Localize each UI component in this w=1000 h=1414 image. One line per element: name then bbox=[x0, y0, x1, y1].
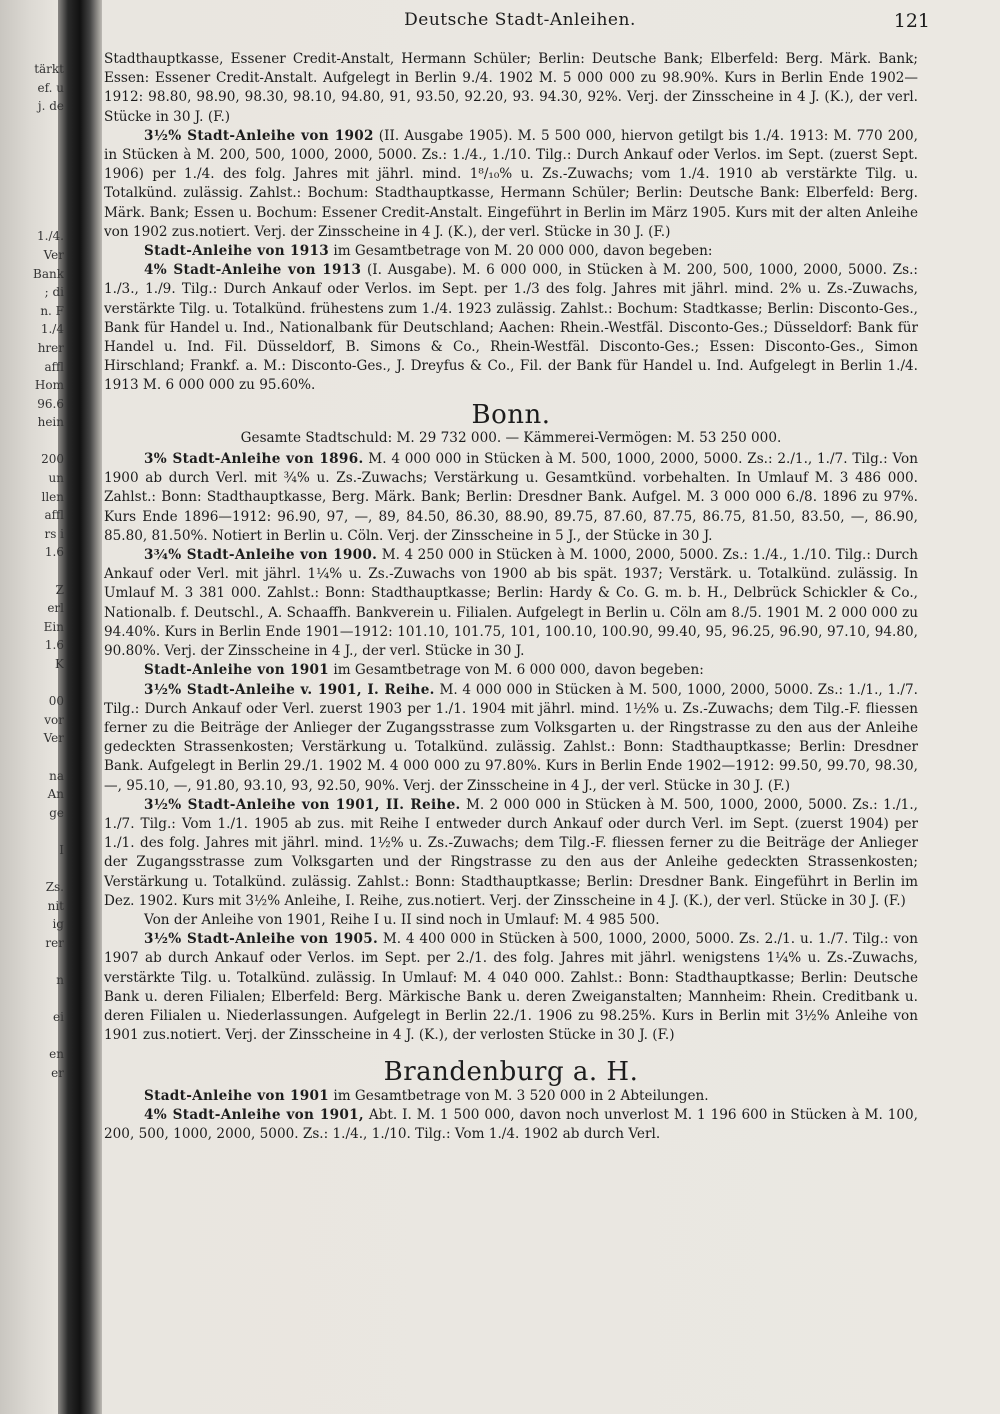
paragraph: Von der Anleihe von 1901, Reihe I u. II sind noch in Umlauf: M. 4 985 500. bbox=[144, 911, 660, 928]
paragraph: 4% Stadt-Anleihe von 1913 (I. Ausgabe). M. 6 000 000, in Stücken à M. 200, 500, 1000, 2000, 5000. Zs.: 1./3., 1./9. Tilg.: Durch Ankauf oder Verlos. im Sept. per 1./3 des folg. Jahres mit jährl. mind. 2% u. Zs.-Zuwachs, verstärkte Tilg. u. Totalkünd. frühestens zum 1./4. 1923 zulässig. Zahlst.: Bochum: Stadtkasse; Berlin: Disconto-Ges., Bank für Handel u. Ind., Nationalbank für Deutschland; Aachen: Rhein.-Westfäl. Disconto-Ges.; Düsseldorf: Bank für Handel u. Ind. Fil. Düsseldorf, B. Simons & Co., Rhein-Westfäl. Disconto-Ges.; Essen: Disconto-Ges., Simon Hirschland; Frankf. a. M.: Disconto-Ges., J. Dreyfus & Co., Fil. der Bank für Handel u. Ind. Aufgelegt in Berlin 1./4. 1913 M. 6 000 000 zu 95.60%. bbox=[104, 262, 918, 394]
margin-fragment: ei bbox=[53, 1010, 64, 1025]
margin-fragment bbox=[0, 822, 64, 841]
margin-fragment: 96.6 bbox=[37, 396, 64, 411]
loan-heading: 3½% Stadt-Anleihe von 1901, II. Reihe. bbox=[144, 796, 461, 813]
margin-fragment: Bank bbox=[33, 266, 64, 281]
city-heading: Bonn. bbox=[471, 399, 551, 430]
loan-heading: 4% Stadt-Anleihe von 1901, bbox=[144, 1106, 364, 1123]
margin-fragment bbox=[0, 748, 64, 767]
margin-fragment: Zs. bbox=[45, 880, 64, 895]
margin-fragment: tärkt bbox=[34, 62, 64, 76]
section-brandenburg bbox=[104, 1057, 918, 1144]
margin-fragment bbox=[0, 674, 64, 693]
margin-fragment: 1./4 bbox=[40, 322, 64, 337]
margin-fragment: An bbox=[47, 787, 64, 802]
margin-fragment: 1.6 bbox=[44, 638, 64, 653]
margin-fragment: er bbox=[51, 1066, 64, 1081]
margin-fragment: Ver bbox=[43, 247, 64, 262]
paragraph: 4% Stadt-Anleihe von 1901, Abt. I. M. 1 500 000, davon noch unverlost M. 1 196 600 in Stücken à M. 100, 200, 500, 1000, 2000, 5000. Zs.: 1./4., 1./10. Tilg.: Vom 1./4. 1902 ab durch Verl. bbox=[104, 1106, 918, 1142]
paragraph: 3% Stadt-Anleihe von 1896. M. 4 000 000 in Stücken à M. 500, 1000, 2000, 5000. Zs.: 2./1., 1./7. Tilg.: Von 1900 ab durch Verl. mit ¾% u. Zs.-Zuwachs; Verstärkung u. Gesamtkünd. vorbehalten. In Umlauf M. 3 486 000. Zahlst.: Bonn: Stadthauptkasse, Berg. Märk. Bank; Berlin: Dresdner Bank. Aufgel. M. 3 000 000 6./8. 1896 zu 97%. Kurs Ende 1896—1912: 96.90, 97, —, 89, 84.50, 86.30, 88.90, 89.75, 87.60, 87.75, 86.75, 81.50, 83.50, —, 86.90, 85.80, 81.50%. Notiert in Berlin u. Cöln. Verj. der Zinsscheine in 5 J., der Stücke in 30 J. bbox=[104, 451, 918, 544]
margin-fragment: erl bbox=[47, 601, 64, 616]
margin-fragment bbox=[0, 153, 64, 172]
margin-fragment: 00 bbox=[48, 694, 64, 709]
margin-fragment: n. F bbox=[40, 303, 64, 318]
margin-fragment: rs i bbox=[44, 526, 64, 541]
margin-fragment bbox=[0, 953, 64, 972]
margin-fragment: affl bbox=[44, 359, 64, 374]
paragraph: Stadt-Anleihe von 1913 im Gesamtbetrage von M. 20 000 000, davon begeben: bbox=[144, 243, 713, 260]
margin-fragment: n bbox=[56, 973, 64, 988]
margin-fragment: 1./4. bbox=[37, 229, 64, 244]
previous-page-margin bbox=[0, 60, 64, 1083]
margin-fragment: vor bbox=[44, 712, 64, 727]
margin-fragment: ge bbox=[49, 805, 64, 820]
margin-fragment: Hom bbox=[34, 378, 64, 393]
margin-fragment: ef. u bbox=[37, 80, 64, 95]
loan-heading: Stadt-Anleihe von 1901 bbox=[144, 662, 330, 679]
section-bonn bbox=[104, 399, 918, 1046]
margin-fragment: rer bbox=[45, 935, 64, 950]
margin-fragment bbox=[0, 860, 64, 879]
margin-fragment: ; di bbox=[44, 285, 64, 300]
margin-fragment bbox=[0, 562, 64, 581]
margin-fragment: j. de bbox=[37, 99, 64, 114]
margin-fragment: ig bbox=[52, 917, 64, 932]
margin-fragment: hrer bbox=[37, 340, 64, 355]
paragraph: 3½% Stadt-Anleihe von 1902 (II. Ausgabe 1905). M. 5 500 000, hiervon getilgt bis 1./4. 1913: M. 770 200, in Stücken à M. 200, 500, 1000, 2000, 5000. Zs.: 1./4., 1./10. Tilg.: Durch Ankauf oder Verlos. im Sept. (zuerst Sept. 1906) per 1./4. des folg. Jahres mit jährl. mind. 1⁸/₁₀% u. Zs.-Zuwachs; vom 1./4. 1910 ab verstärkte Tilg. u. Totalkünd. zulässig. Zahlst.: Bochum: Stadthauptkasse, Hermann Schüler; Berlin: Deutsche Bank: Elberfeld: Berg. Märk. Bank; Essen u. Bochum: Essener Credit-Anstalt. Eingeführt in Berlin im März 1905. Kurs mit der alten Anleihe von 1902 zus.notiert. Verj. der Zinsscheine in 4 J. (K.), der verl. Stücke in 30 J. (F.) bbox=[104, 127, 918, 240]
margin-fragment bbox=[0, 190, 64, 209]
loan-heading: 3% Stadt-Anleihe von 1896. bbox=[144, 451, 364, 468]
paragraph: 3½% Stadt-Anleihe von 1905. M. 4 400 000 in Stücken à 500, 1000, 2000, 5000. Zs. 2./1. u. 1./7. Tilg.: von 1907 ab durch Ankauf oder Verlos. im Sept. per 2./1. des folg. Jahres mit jährl. wenigstens 1¼% u. Zs.-Zuwachs, verstärkte Tilg. u. Totalkünd. zulässig. In Umlauf: M. 4 040 000. Zahlst.: Bonn: Stadthauptkasse; Berlin: Deutsche Bank u. deren Filialen; Elberfeld: Berg. Märkische Bank u. deren Zweiganstalten; Mannheim: Rhein. Creditbank u. deren Filialen u. Niederlassungen. Aufgelegt in Berlin 22./1. 1906 zu 98.25%. Kurs in Berlin mit 3½% Anleihe von 1901 zus.notiert. Verj. der Zinsscheine in 4 J. (K.), der verlosten Stücke in 30 J. (F.) bbox=[104, 931, 918, 1044]
page-header bbox=[110, 10, 930, 40]
paragraph: Stadt-Anleihe von 1901 im Gesamtbetrage von M. 3 520 000 in 2 Abteilungen. bbox=[144, 1087, 709, 1104]
loan-heading: 3¾% Stadt-Anleihe von 1900. bbox=[144, 547, 378, 564]
margin-fragment: nit bbox=[47, 898, 64, 913]
margin-fragment: K bbox=[55, 657, 64, 671]
loan-heading: Stadt-Anleihe von 1913 bbox=[144, 243, 330, 260]
debt-summary: Gesamte Stadtschuld: M. 29 732 000. — Kämmerei-Vermögen: M. 53 250 000. bbox=[240, 429, 782, 446]
book-gutter bbox=[58, 0, 102, 1414]
paragraph: 3½% Stadt-Anleihe von 1901, II. Reihe. M. 2 000 000 in Stücken à M. 500, 1000, 2000, 5000. Zs.: 1./1., 1./7. Tilg.: Vom 1./1. 1905 ab zus. mit Reihe I entweder durch Ankauf oder durch Verl. im Sept. (zuerst 1904) per 1./1. des folg. Jahres mit jährl. mind. 1½% u. Zs.-Zuwachs; dem Tilg.-F. fliessen ferner zu die Beiträge der Anlieger der Zugangsstrasse zum Volksgarten und der Ringstrasse zu den aus der Anleihe gedeckten Strassenkosten; Verstärkung u. Totalkünd. zulässig. Zahlst.: Bonn: Stadthauptkasse; Berlin: Dresdner Bank. Eingeführt in Berlin im Dez. 1902. Kurs mit 3½% Anleihe, I. Reihe, zus.notiert. Verj. der Zinsscheine in 4 J. (K.), der verl. Stücke in 30 J. (F.) bbox=[104, 796, 918, 909]
margin-fragment bbox=[0, 116, 64, 135]
margin-fragment bbox=[0, 134, 64, 153]
page-content bbox=[104, 50, 918, 1144]
loan-heading: 3½% Stadt-Anleihe von 1902 bbox=[144, 127, 374, 144]
margin-fragment: Ein bbox=[43, 619, 64, 634]
margin-fragment: na bbox=[49, 768, 64, 783]
margin-fragment bbox=[0, 1027, 64, 1046]
running-title: Deutsche Stadt-Anleihen. bbox=[404, 10, 636, 30]
margin-fragment bbox=[0, 209, 64, 228]
margin-fragment: un bbox=[48, 471, 64, 486]
loan-heading: 3½% Stadt-Anleihe von 1905. bbox=[144, 931, 379, 948]
city-heading: Brandenburg a. H. bbox=[383, 1057, 639, 1088]
margin-fragment: Ver bbox=[43, 731, 64, 746]
loan-heading: 4% Stadt-Anleihe von 1913 bbox=[144, 262, 362, 279]
margin-fragment: 1.6 bbox=[44, 545, 64, 560]
paragraph: Stadt-Anleihe von 1901 im Gesamtbetrage von M. 6 000 000, davon begeben: bbox=[144, 662, 704, 679]
margin-fragment: en bbox=[49, 1047, 64, 1062]
margin-fragment: hein bbox=[37, 415, 64, 430]
page-number: 121 bbox=[893, 10, 930, 32]
paragraph: 3¾% Stadt-Anleihe von 1900. M. 4 250 000 in Stücken à M. 1000, 2000, 5000. Zs.: 1./4., 1./10. Tilg.: Durch Ankauf oder Verl. mit jährl. 1¼% u. Zs.-Zuwachs von 1900 ab bis spät. 1937; Verstärk. u. Totalkünd. zulässig. In Umlauf M. 3 381 000. Zahlst.: Bonn: Stadthauptkasse; Berlin: Hardy & Co. G. m. b. H., Delbrück Schickler & Co., Nationalb. f. Deutschl., A. Schaaffh. Bankverein u. Filialen. Aufgelegt in Berlin u. Cöln am 8./5. 1901 M. 2 000 000 zu 94.40%. Kurs in Berlin Ende 1901—1912: 101.10, 101.75, 101, 100.10, 100.90, 99.40, 95, 96.25, 96.90, 97.10, 94.80, 90.80%. Verj. der Zinsscheine in 4 J., der verl. Stücke in 30 J. bbox=[104, 547, 918, 660]
margin-fragment bbox=[0, 432, 64, 451]
paragraph: Stadthauptkasse, Essener Credit-Anstalt, Hermann Schüler; Berlin: Deutsche Bank; Elberfeld: Berg. Märk. Bank; Essen: Essener Credit-Anstalt. Aufgelegt in Berlin 9./4. 1902 M. 5 000 000 zu 98.90%. Kurs in Berlin Ende 1902—1912: 98.80, 98.90, 98.30, 98.10, 94.80, 91, 93.50, 92.20, 93. 94.30, 92%. Verj. der Zinsscheine in 4 J. (K.), der verl. Stücke in 30 J. (F.) bbox=[104, 51, 918, 125]
section-continuation bbox=[104, 50, 918, 396]
margin-fragment: 200 bbox=[41, 452, 64, 467]
margin-fragment: Z bbox=[55, 582, 64, 597]
margin-fragment: affl bbox=[44, 508, 64, 523]
margin-fragment bbox=[0, 990, 64, 1009]
loan-heading: 3½% Stadt-Anleihe v. 1901, I. Reihe. bbox=[144, 681, 435, 698]
loan-heading: Stadt-Anleihe von 1901 bbox=[144, 1087, 330, 1104]
margin-fragment: llen bbox=[41, 489, 64, 504]
margin-fragment bbox=[0, 172, 64, 191]
margin-fragment: I bbox=[59, 842, 64, 857]
paragraph: 3½% Stadt-Anleihe v. 1901, I. Reihe. M. 4 000 000 in Stücken à M. 500, 1000, 2000, 5000. Zs.: 1./1., 1./7. Tilg.: Durch Ankauf oder Verl. zuerst 1903 per 1./1. 1904 mit jährl. mind. 1½% u. Zs.-Zuwachs; dem Tilg.-F. fliessen ferner zu die Beiträge der Anlieger der Zugangsstrasse zum Volksgarten u. der Ringstrasse zu den aus der Anleihe gedeckten Strassenkosten; Verstärkung u. Totalkünd. zulässig. Zahlst.: Bonn: Stadthauptkasse; Berlin: Dresdner Bank. Aufgelegt in Berlin 29./1. 1902 M. 4 000 000 zu 97.80%. Kurs in Berlin Ende 1902—1912: 99.50, 99.70, 98.30, —, 95.10, —, 91.80, 93.10, 93, 92.50, 90%. Verj. der Zinsscheine in 4 J., der verl. Stücke in 30 J. (F.) bbox=[104, 681, 918, 794]
